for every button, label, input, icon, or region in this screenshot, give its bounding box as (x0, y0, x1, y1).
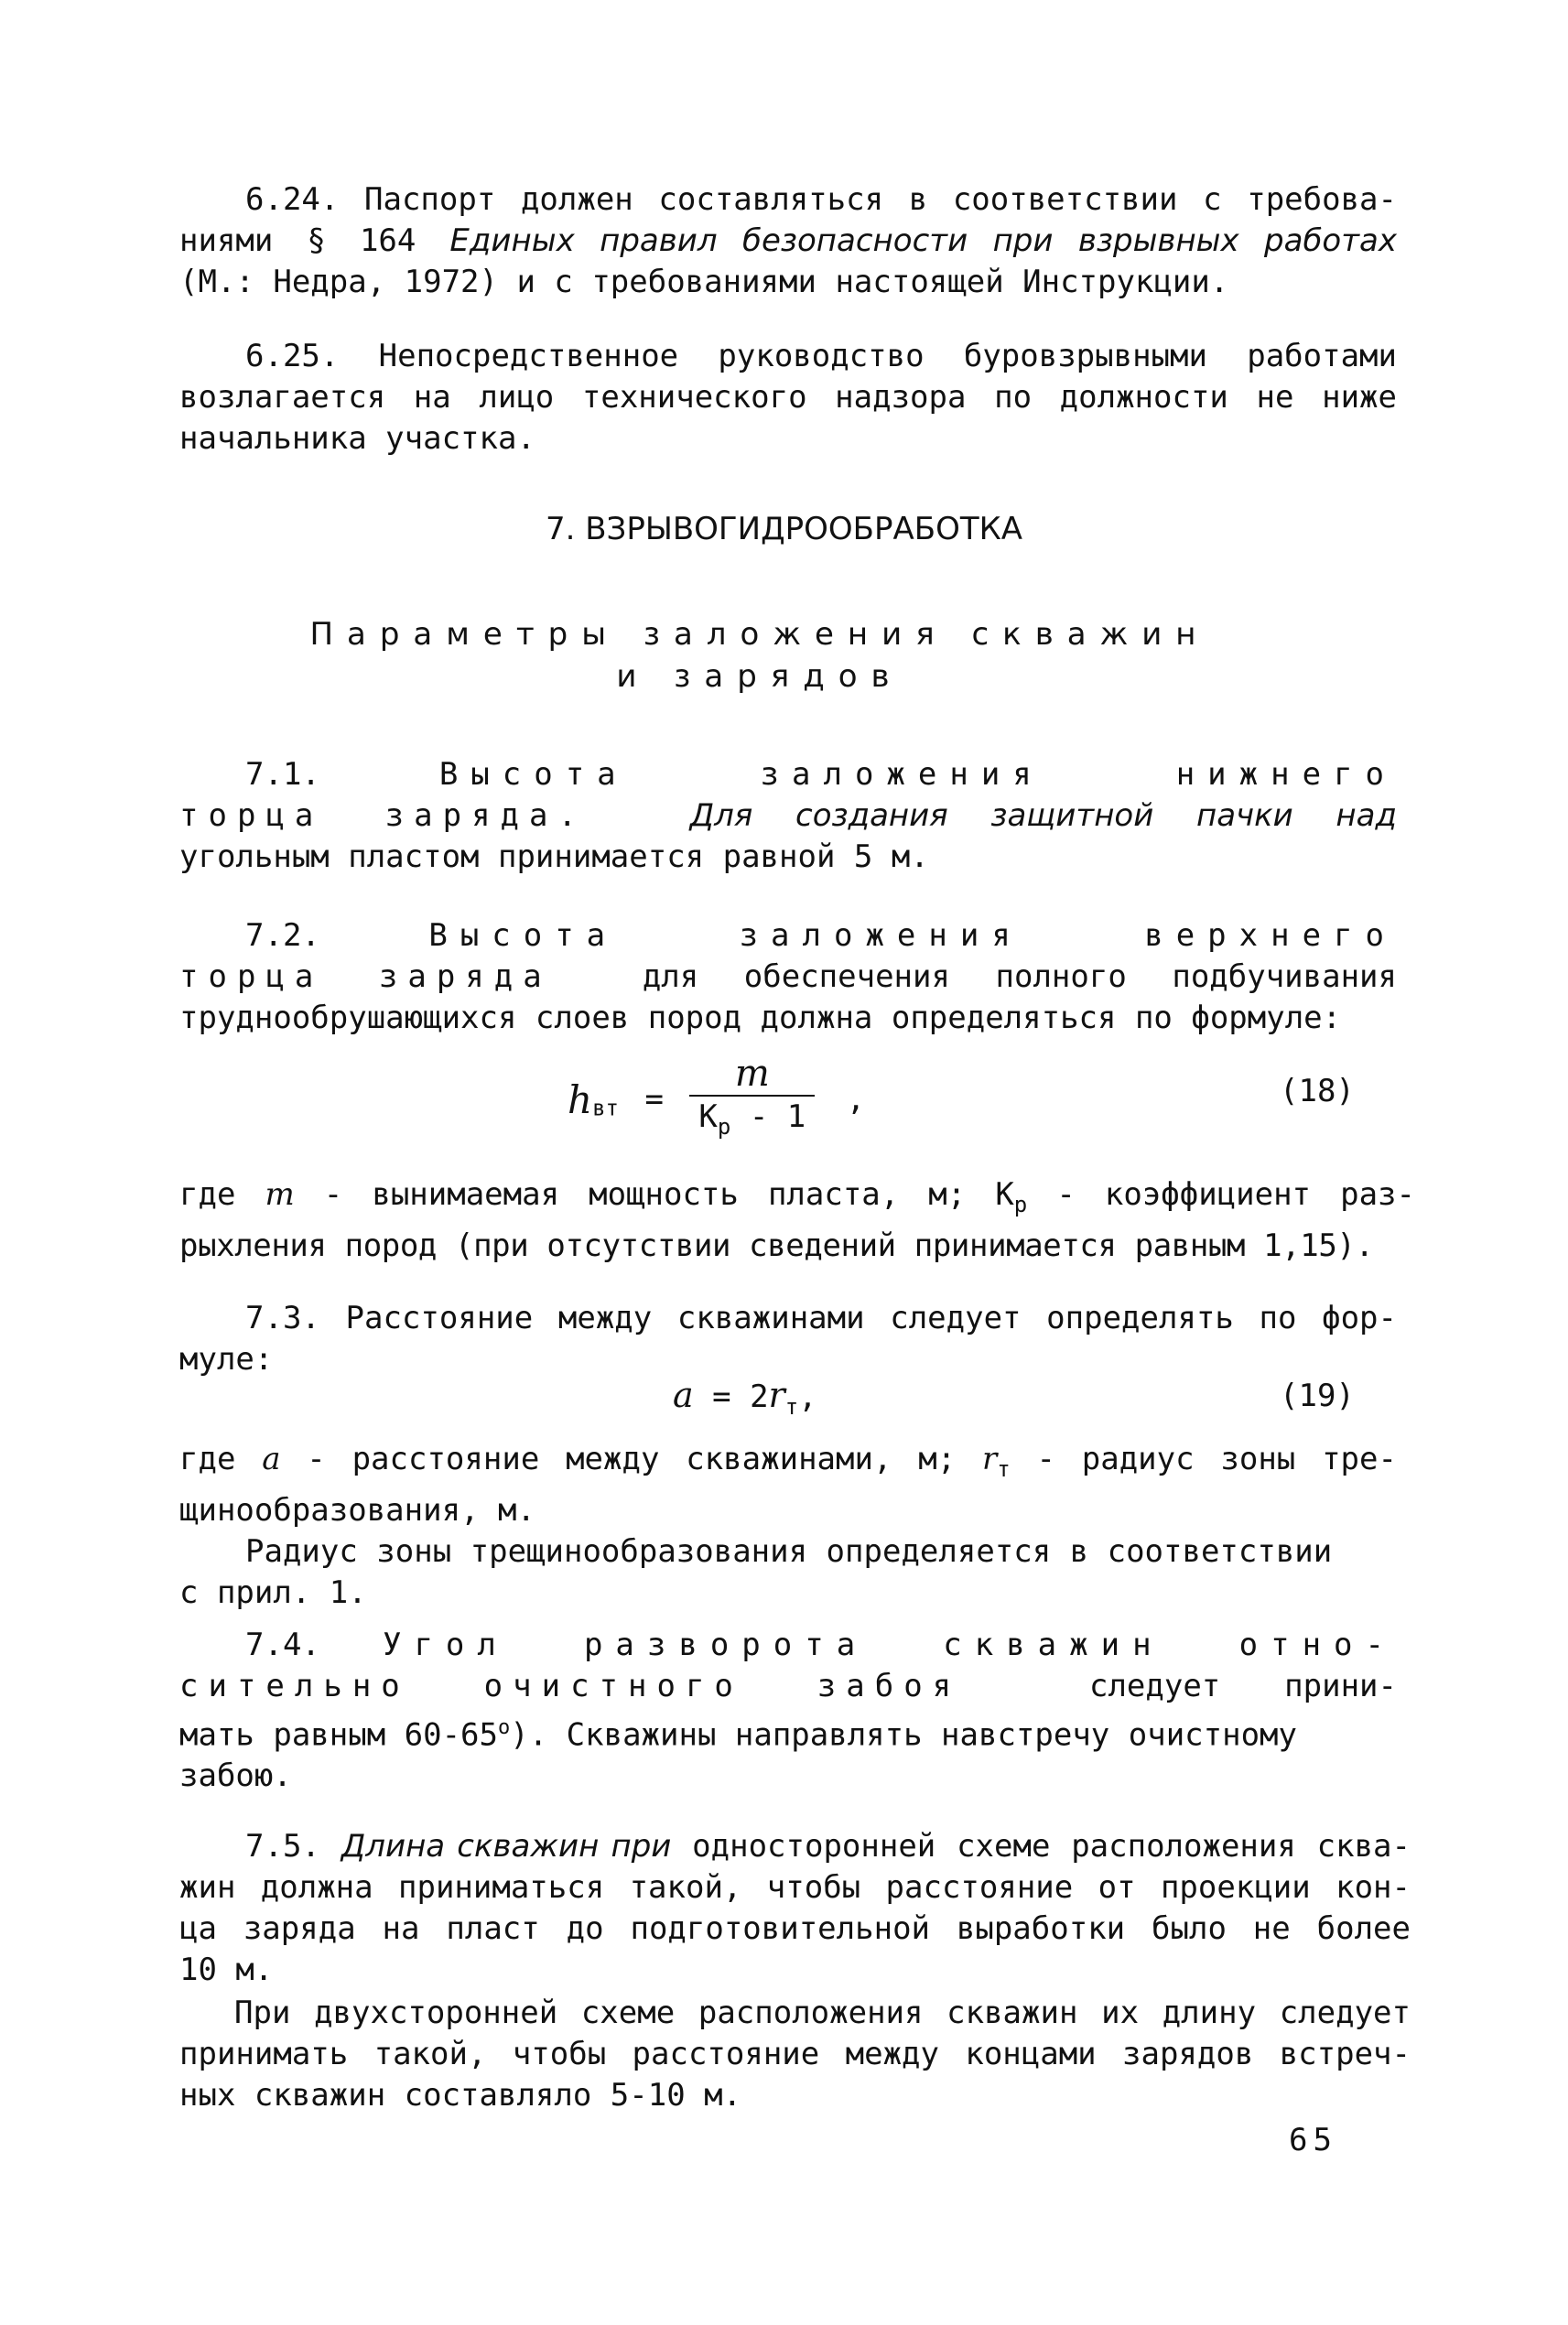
paragraph-text: Расстояние между скважинами следует определять по фор- (345, 1300, 1397, 1336)
italic-reference: Единых правил безопасности при взрывных работах (449, 222, 1397, 259)
equals-sign: = (644, 1081, 664, 1119)
equation-number-18: (18) (1280, 1073, 1355, 1109)
paragraph-text: односторонней схеме расположения сква- (671, 1828, 1411, 1865)
page-number: 65 (1289, 2122, 1337, 2158)
formula-comma: , (798, 1379, 817, 1415)
formula-rhs: = 2 (693, 1379, 769, 1415)
paragraph-6-25 (179, 336, 1397, 460)
paragraph-text: муле: (179, 1341, 274, 1378)
formula-comma: , (846, 1081, 866, 1119)
spaced-heading: торца заряда. (179, 797, 587, 834)
fraction (689, 1053, 815, 1147)
den-rest: - 1 (730, 1098, 806, 1135)
subsection-title-line: Параметры заложения скважин (309, 616, 1210, 653)
formula-19 (673, 1375, 817, 1420)
paragraph-number: 6.24. (245, 181, 340, 218)
formula-19-explanation (179, 1439, 1397, 1614)
paragraph-7-1 (179, 754, 1397, 878)
paragraph-text: где (179, 1441, 263, 1477)
paragraph-text: Радиус зоны трещинообразования определяется в соответствии (245, 1532, 1333, 1570)
paragraph-text: ). Скважины направлять навстречу очистному (510, 1716, 1297, 1754)
subsection-title (247, 613, 1272, 698)
degree-superscript: о (498, 1716, 511, 1739)
paragraph-number: 7.4. (245, 1627, 320, 1663)
paragraph-text: При двухсторонней схеме расположения скважин их длину следует (234, 1995, 1411, 2031)
paragraph-7-2 (179, 915, 1397, 1039)
math-symbol: r (981, 1441, 998, 1477)
paragraph-text: ниями § 164 (179, 222, 450, 259)
paragraph-text: с прил. 1. (179, 1573, 367, 1611)
paragraph-text: рыхления пород (при отсутствии сведений принимается равным 1,15). (179, 1227, 1374, 1264)
paragraph-text: - радиус зоны тре- (1010, 1441, 1397, 1477)
paragraph-number: 7.5. (245, 1828, 320, 1865)
paragraph-text: следует прини- (1088, 1668, 1397, 1704)
spaced-heading: Угол разворота скважин отно- (382, 1627, 1397, 1663)
paragraph-7-3 (179, 1298, 1397, 1380)
formula-subscript: т (784, 1393, 799, 1420)
subsection-title-line: и зарядов (616, 658, 903, 695)
paragraph-text: жин должна приниматься такой, чтобы расстояние от проекции кон- (179, 1869, 1411, 1906)
italic-text: Для создания защитной пачки над (689, 797, 1398, 834)
fraction-numerator: m (689, 1053, 815, 1097)
paragraph-text: начальника участка. (179, 420, 535, 457)
fraction-denominator (689, 1097, 815, 1147)
paragraph-text: для обеспечения полного подбучивания (642, 958, 1397, 995)
paragraph-text: 10 м. (179, 1952, 274, 1988)
paragraph-text: - коэффициент раз- (1027, 1176, 1415, 1213)
italic-text: Длина скважин при (341, 1828, 672, 1865)
paragraph-number: 7.2. (245, 917, 320, 954)
formula-lhs: h (568, 1076, 593, 1122)
formula-subscript: вт (592, 1095, 619, 1121)
paragraph-text: принимать такой, чтобы расстояние между концами зарядов встреч- (179, 2036, 1411, 2072)
paragraph-text: Непосредственное руководство буровзрывными работами (378, 338, 1397, 374)
paragraph-text: - вынимаемая мощность пласта, м; К (294, 1176, 1014, 1213)
paragraph-7-5 (179, 1826, 1411, 2116)
spaced-heading: Высота заложения нижнего (438, 756, 1397, 793)
math-symbol: a (262, 1441, 281, 1477)
subscript: р (1013, 1191, 1028, 1217)
formula-18-explanation (179, 1174, 1415, 1267)
paragraph-number: 7.3. (245, 1300, 320, 1336)
paragraph-text: ца заряда на пласт до подготовительной выработки было не более (179, 1910, 1411, 1947)
spaced-heading: Высота заложения верхнего (428, 917, 1397, 954)
section-title: 7. ВЗРЫВОГИДРООБРАБОТКА (545, 511, 1023, 547)
paragraph-text: забою. (179, 1757, 292, 1795)
spaced-heading: торца заряда (179, 958, 552, 995)
paragraph-text: мать равным 60-65 (179, 1716, 498, 1754)
paragraph-text: (М.: Недра, 1972) и с требованиями настоящей Инструкции. (179, 264, 1229, 300)
formula-r: r (768, 1375, 785, 1415)
den-subscript: р (717, 1113, 731, 1140)
paragraph-text: где (179, 1176, 265, 1213)
paragraph-text: труднообрушающихся слоев пород должна определяться по формуле: (179, 1000, 1342, 1036)
math-symbol: m (265, 1176, 295, 1213)
paragraph-number: 6.25. (245, 338, 340, 374)
paragraph-text: - расстояние между скважинами, м; (280, 1441, 982, 1477)
paragraph-text: щинообразования, м. (179, 1491, 535, 1529)
subscript: т (997, 1455, 1011, 1482)
formula-lhs: a (673, 1375, 694, 1415)
equation-number-19: (19) (1280, 1378, 1355, 1414)
paragraph-text: возлагается на лицо технического надзора по должности не ниже (179, 379, 1397, 416)
den-symbol: K (698, 1098, 718, 1135)
spaced-heading: сительно очистного забоя (179, 1668, 962, 1704)
paragraph-text: Паспорт должен составляться в соответствии с требова- (364, 181, 1397, 218)
paragraph-text: угольным пластом принимается равной 5 м. (179, 838, 929, 875)
paragraph-6-24 (179, 179, 1397, 303)
formula-18 (568, 1053, 865, 1147)
paragraph-number: 7.1. (245, 756, 320, 793)
paragraph-text: ных скважин составляло 5-10 м. (179, 2077, 742, 2114)
paragraph-7-4 (179, 1625, 1397, 1797)
